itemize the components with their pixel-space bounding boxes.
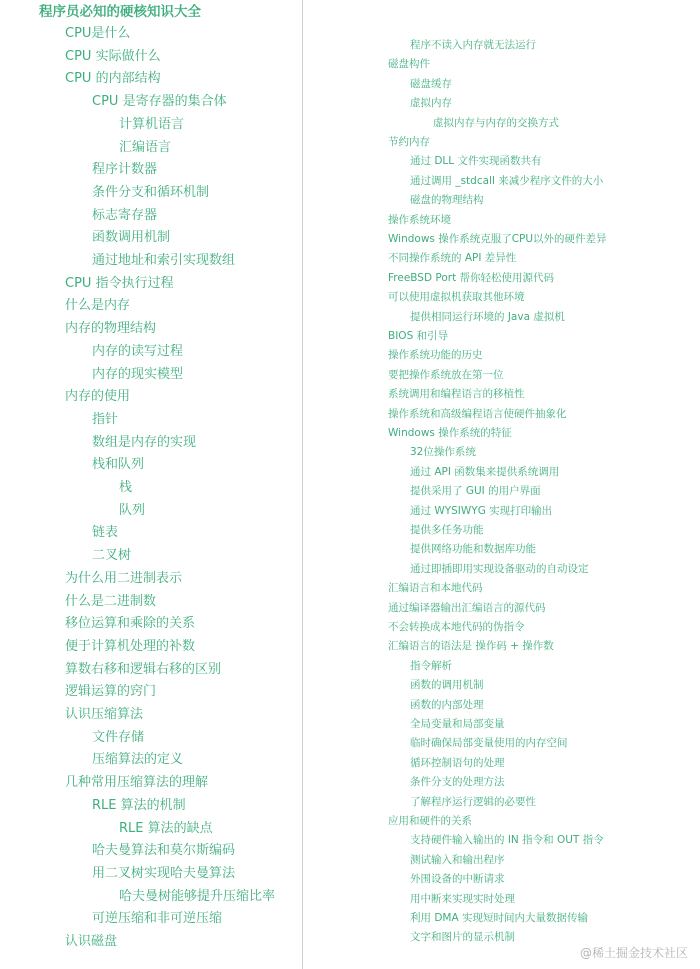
toc-entry[interactable]: 内存的使用 — [65, 389, 131, 405]
toc-entry[interactable]: 便于计算机处理的补数 — [65, 638, 196, 654]
toc-entry[interactable]: 通过调用 _stdcall 来减少程序文件的大小 — [410, 174, 604, 187]
toc-entry[interactable]: 栈和队列 — [92, 457, 145, 473]
toc-entry[interactable]: 为什么用二进制表示 — [65, 570, 183, 586]
toc-entry[interactable]: 指令解析 — [410, 659, 452, 672]
toc-entry[interactable]: 移位运算和乘除的关系 — [65, 616, 196, 632]
toc-entry[interactable]: 外围设备的中断请求 — [410, 873, 505, 886]
toc-entry[interactable]: 栈 — [119, 480, 133, 495]
toc-entry[interactable]: 应用和硬件的关系 — [388, 815, 472, 827]
toc-entry[interactable]: 支持硬件输入输出的 IN 指令和 OUT 指令 — [410, 834, 604, 847]
toc-entry[interactable]: RLE 算法的机制 — [92, 797, 186, 813]
toc-entry[interactable]: CPU是什么 — [65, 26, 131, 41]
toc-entry[interactable]: 提供采用了 GUI 的用户界面 — [410, 485, 541, 498]
toc-entry[interactable]: BIOS 和引导 — [388, 330, 449, 342]
toc-entry[interactable]: 哈夫曼算法和莫尔斯编码 — [92, 843, 236, 859]
toc-entry[interactable]: 全局变量和局部变量 — [410, 718, 505, 730]
toc-entry[interactable]: 虚拟内存与内存的交换方式 — [433, 116, 559, 129]
toc-entry[interactable]: 内存的读写过程 — [92, 343, 184, 359]
toc-entry[interactable]: 通过即插即用实现设备驱动的自动设定 — [410, 562, 589, 575]
toc-entry[interactable]: 可以使用虚拟机获取其他环境 — [388, 291, 525, 304]
toc-entry[interactable]: 条件分支和循环机制 — [92, 184, 210, 200]
toc-entry[interactable]: 什么是内存 — [65, 298, 131, 314]
toc-entry[interactable]: 标志寄存器 — [92, 207, 158, 223]
toc-entry[interactable]: 计算机语言 — [119, 116, 185, 132]
toc-entry[interactable]: CPU 指令执行过程 — [65, 275, 174, 291]
toc-entry[interactable]: 提供相同运行环境的 Java 虚拟机 — [410, 310, 565, 323]
toc-entry[interactable]: 算数右移和逻辑右移的区别 — [65, 661, 222, 677]
toc-entry[interactable]: 通过地址和索引实现数组 — [92, 253, 236, 268]
toc-entry[interactable]: 条件分支的处理方法 — [410, 776, 505, 789]
toc-entry[interactable]: 认识压缩算法 — [65, 707, 144, 722]
toc-entry[interactable]: 压缩算法的定义 — [92, 752, 184, 768]
toc-entry[interactable]: 操作系统环境 — [388, 213, 451, 226]
toc-entry[interactable]: CPU 实际做什么 — [65, 48, 161, 64]
toc-entry[interactable]: 提供多任务功能 — [410, 524, 484, 536]
toc-entry[interactable]: 程序计数器 — [92, 162, 158, 178]
toc-entry[interactable]: 内存的现实模型 — [92, 366, 184, 382]
toc-entry[interactable]: 二叉树 — [92, 548, 132, 564]
toc-entry[interactable]: 指针 — [92, 411, 119, 427]
toc-entry[interactable]: 通过 WYSIWYG 实现打印输出 — [410, 504, 553, 517]
toc-entry[interactable]: 循环控制语句的处理 — [410, 756, 505, 769]
toc-entry[interactable]: 程序不读入内存就无法运行 — [410, 39, 536, 51]
toc-entry[interactable]: 通过编译器输出汇编语言的源代码 — [388, 601, 546, 614]
toc-entry[interactable]: 磁盘缓存 — [410, 77, 452, 90]
toc-entry[interactable]: 几种常用压缩算法的理解 — [65, 775, 209, 791]
toc-entry[interactable]: 函数的调用机制 — [410, 679, 484, 692]
toc-entry[interactable]: 队列 — [119, 502, 146, 518]
toc-entry[interactable]: 磁盘构件 — [388, 58, 430, 71]
toc-entry[interactable]: 操作系统和高级编程语言使硬件抽象化 — [388, 407, 567, 420]
toc-entry[interactable]: 节约内存 — [388, 136, 430, 148]
toc-entry[interactable]: Windows 操作系统的特征 — [388, 427, 512, 439]
toc-entry[interactable]: 哈夫曼树能够提升压缩比率 — [119, 888, 276, 904]
toc-entry[interactable]: 文字和图片的显示机制 — [410, 931, 515, 944]
toc-entry[interactable]: 函数调用机制 — [92, 230, 171, 246]
watermark: @稀土掘金技术社区 — [579, 946, 688, 960]
toc-entry[interactable]: 逻辑运算的窍门 — [65, 684, 157, 700]
toc-entry[interactable]: 内存的物理结构 — [65, 321, 157, 337]
toc-entry[interactable]: 什么是二进制数 — [65, 593, 157, 609]
toc-entry[interactable]: Windows 操作系统克服了CPU以外的硬件差异 — [388, 233, 607, 245]
toc-entry[interactable]: 汇编语言和本地代码 — [388, 582, 483, 595]
toc-entry[interactable]: 操作系统功能的历史 — [388, 349, 483, 362]
toc-entry[interactable]: 要把操作系统放在第一位 — [388, 368, 504, 381]
toc-entry[interactable]: 32位操作系统 — [410, 446, 476, 459]
toc-entry[interactable]: 通过 API 函数集来提供系统调用 — [410, 465, 560, 478]
toc-entry[interactable]: 虚拟内存 — [410, 97, 452, 110]
toc-entry[interactable]: 文件存储 — [92, 729, 145, 745]
toc-entry[interactable]: 认识磁盘 — [65, 934, 118, 949]
toc-entry[interactable]: 利用 DMA 实现短时间内大量数据传输 — [410, 912, 589, 924]
toc-entry[interactable]: CPU 的内部结构 — [65, 71, 161, 87]
toc-entry[interactable]: 可逆压缩和非可逆压缩 — [92, 911, 223, 927]
toc-entry[interactable]: 链表 — [92, 525, 119, 541]
column-divider — [302, 0, 303, 969]
toc-entry[interactable]: 临时确保局部变量使用的内存空间 — [410, 737, 568, 750]
toc-entry[interactable]: 提供网络功能和数据库功能 — [410, 543, 536, 556]
toc-title[interactable]: 程序员必知的硬核知识大全 — [39, 4, 201, 20]
toc-entry[interactable]: 系统调用和编程语言的移植性 — [388, 388, 525, 401]
toc-entry[interactable]: CPU 是寄存器的集合体 — [92, 94, 227, 110]
toc-entry[interactable]: 磁盘的物理结构 — [410, 194, 484, 207]
toc-entry[interactable]: 不会转换成本地代码的伪指令 — [388, 621, 525, 633]
toc-entry[interactable]: 用中断来实现实时处理 — [410, 892, 515, 905]
toc-entry[interactable]: 汇编语言的语法是 操作码 + 操作数 — [388, 640, 554, 653]
toc-entry[interactable]: 不同操作系统的 API 差异性 — [388, 252, 517, 265]
toc-entry[interactable]: 用二叉树实现哈夫曼算法 — [92, 865, 236, 881]
toc-entry[interactable]: 通过 DLL 文件实现函数共有 — [410, 155, 542, 168]
toc-entry[interactable]: 测试输入和输出程序 — [410, 853, 505, 866]
toc-entry[interactable]: 数组是内存的实现 — [92, 434, 197, 450]
toc-entry[interactable]: 汇编语言 — [119, 139, 172, 155]
toc-entry[interactable]: FreeBSD Port 帮你轻松使用源代码 — [388, 271, 555, 284]
toc-entry[interactable]: 函数的内部处理 — [410, 698, 484, 711]
toc-entry[interactable]: 了解程序运行逻辑的必要性 — [410, 795, 536, 808]
toc-entry[interactable]: RLE 算法的缺点 — [119, 820, 213, 836]
